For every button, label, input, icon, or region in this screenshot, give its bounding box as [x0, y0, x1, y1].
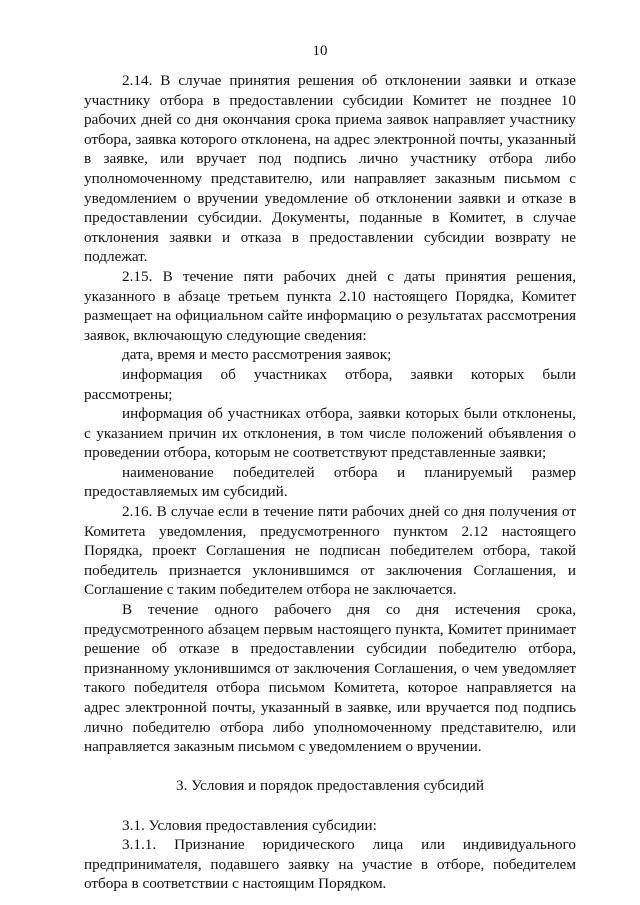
document-body — [84, 71, 576, 894]
section-spacer-bottom — [84, 796, 576, 816]
paragraph-2-15: 2.15. В течение пяти рабочих дней с даты принятия решения, указанного в абзаце третьем пункта 2.10 настоящего Порядка, Комитет размещает на официальном сайте информацию о результатах рассмотрения заявок, включающую следующие сведения: — [84, 267, 576, 344]
paragraph-2-16-second: В течение одного рабочего дня со дня истечения срока, предусмотренного абзацем первым настоящего пункта, Комитет принимает решение об отказе в предоставлении субсидии победителю отбора, признанному уклонившимся от заключения Соглашения, о чем уведомляет такого победителя отбора письмом Комитета, которое направляется на адрес электронной почты, указанный в заявке, или вручается под подпись лично победителю отбора либо уполномоченному представителю, или направляется заказным письмом с уведомлением о вручении. — [84, 601, 576, 756]
section-3-heading: 3. Условия и порядок предоставления субсидий — [176, 777, 484, 795]
list-item-winners: наименование победителей отбора и планируемый размер предоставляемых им субсидий. — [84, 463, 576, 501]
paragraph-2-16: 2.16. В случае если в течение пяти рабочих дней со дня получения от Комитета уведомления, предусмотренного пунктом 2.12 настоящего Порядка, проект Соглашения не подписан победителем отбора, такой победитель признается уклонившимся от заключения Соглашения, и Соглашение с таким победителем отбора не заключается. — [84, 503, 576, 599]
paragraph-3-1-1: 3.1.1. Признание юридического лица или индивидуального предпринимателя, подавшего заявку на участие в отборе, победителем отбора в соответствии с настоящим Порядком. — [84, 836, 576, 893]
section-spacer-top — [84, 757, 576, 777]
list-item-rejected: информация об участниках отбора, заявки которых были отклонены, с указанием причин их отклонения, в том числе положений объявления о проведении отбора, которым не соответствуют представленные заявки; — [84, 405, 576, 462]
list-item-reviewed: информация об участниках отбора, заявки которых были рассмотрены; — [84, 365, 576, 403]
paragraph-2-14: 2.14. В случае принятия решения об отклонении заявки и отказе участнику отбора в предоставлении субсидии Комитет не позднее 10 рабочих дней со дня окончания срока приема заявок направляет участнику отбора, заявка которого отклонена, на адрес электронной почты, указанный в заявке, или вручает под подпись лично участнику отбора либо уполномоченному представителю, или направляет заказным письмом с уведомлением о вручении уведомление об отклонении заявки и отказе в предоставлении субсидии. Документы, поданные в Комитет, в случае отклонения заявки и отказа в предоставлении субсидии возврату не подлежат. — [84, 72, 576, 266]
paragraph-3-1: 3.1. Условия предоставления субсидии: — [122, 816, 377, 834]
list-item-date: дата, время и место рассмотрения заявок; — [122, 346, 392, 364]
page-number: 10 — [312, 43, 328, 59]
